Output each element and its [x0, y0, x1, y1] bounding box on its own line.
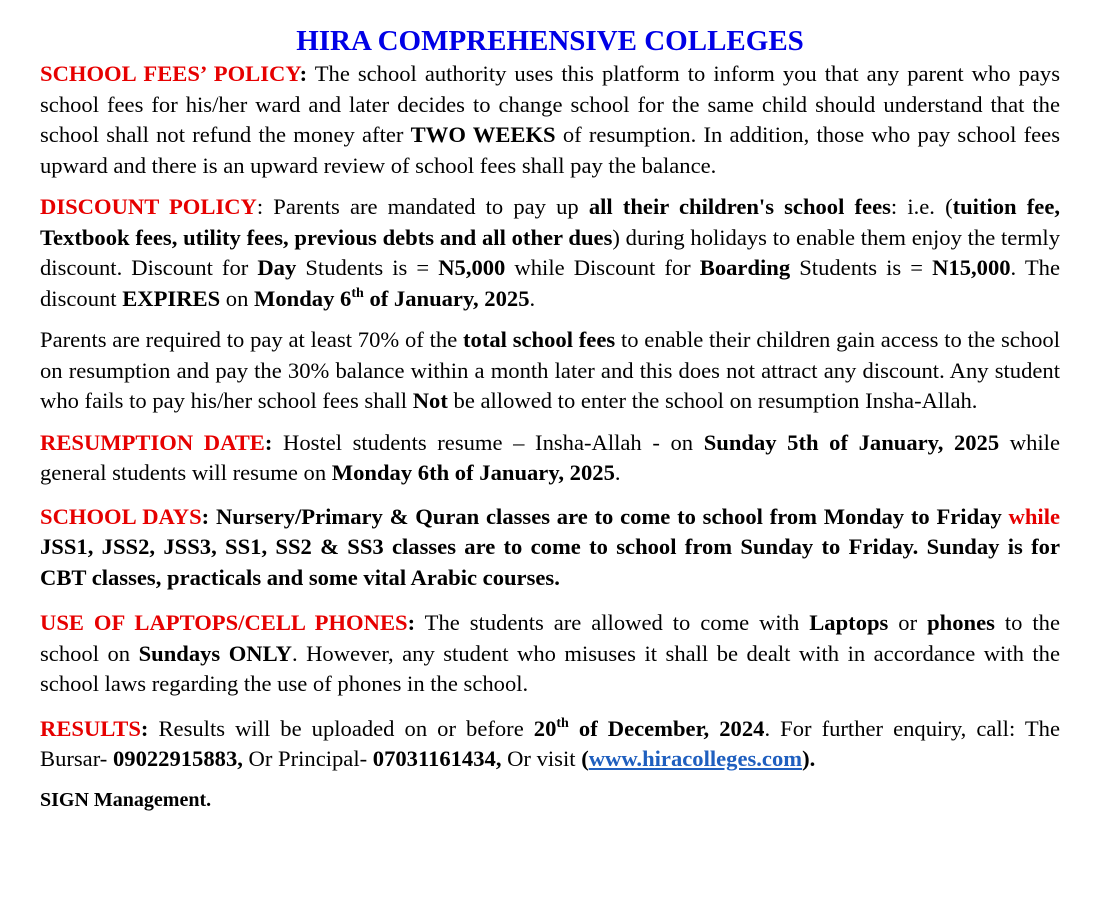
- emphasis: TWO WEEKS: [410, 122, 556, 147]
- general-resumption-date: Monday 6th of January, 2025: [331, 460, 615, 485]
- payment-requirement-section: Parents are required to pay at least 70% of the total school fees to enable their children gain access to the school on resumption and pay the 30% balance within a month later and this does not attract any discount. Any student who fails to pay his/her school fees shall Not be allowed to enter the school on resumption Insha-Allah.: [40, 327, 1060, 413]
- school-fees-policy-section: SCHOOL FEES’ POLICY: The school authority uses this platform to inform you that any parent who pays school fees for his/her ward and later decides to change school for the same child should understand that the school shall not refund the money after TWO WEEKS of resumption. In addition, those who pay school fees upward and there is an upward review of school fees shall pay the balance.: [40, 61, 1061, 178]
- principal-phone: 07031161434: [372, 746, 496, 771]
- section-heading: SCHOOL FEES’ POLICY: [40, 61, 300, 86]
- resumption-date-section: RESUMPTION DATE: Hostel students resume – Insha-Allah - on Sunday 5th of January, 2025 while general students will resume on Monday 6th of January, 2025.: [40, 429, 1060, 485]
- laptops-phones-section: USE OF LAPTOPS/CELL PHONES: The students are allowed to come with Laptops or phones to the school on Sundays ONLY. However, any student who misuses it shall be dealt with in accordance with the school laws regarding the use of phones in the school.: [40, 610, 1060, 696]
- section-heading: USE OF LAPTOPS/CELL PHONES: [40, 610, 408, 635]
- bursar-phone: 09022915883,: [112, 746, 243, 771]
- section-heading: RESUMPTION DATE: [40, 429, 265, 455]
- discount-policy-section: DISCOUNT POLICY: Parents are mandated to pay up all their children's school fees: i.e. (tuition fee, Textbook fees, utility fees, previous debts and all other dues) during holidays to enable them enjoy the termly discount. Discount for Day Students is = N5,000 while Discount for Boarding Students is = N15,000. The discount EXPIRES on Monday 6th of January, 2025.: [40, 194, 1061, 311]
- section-heading: SCHOOL DAYS: [40, 503, 202, 529]
- section-heading: DISCOUNT POLICY: [40, 194, 257, 219]
- section-heading: RESULTS: [40, 715, 141, 741]
- results-section: RESULTS: Results will be uploaded on or before 20th of December, 2024. For further enquiry, call: The Bursar- 09022915883, Or Principal- 07031161434, Or visit (www.hiracolleges.com).: [40, 715, 1061, 771]
- day-discount-amount: N5,000: [438, 255, 506, 280]
- school-days-section: SCHOOL DAYS: Nursery/Primary & Quran classes are to come to school from Monday to Friday while JSS1, JSS2, JSS3, SS1, SS2 & SS3 classes are to come to school from Sunday to Friday. Sunday is for CBT classes, practicals and some vital Arabic courses.: [40, 503, 1060, 590]
- website-link[interactable]: www.hiracolleges.com: [588, 746, 803, 771]
- boarding-discount-amount: N15,000: [932, 255, 1011, 280]
- document-title: HIRA COMPREHENSIVE COLLEGES: [296, 25, 804, 57]
- discount-expiry-date: Monday 6th of January, 2025: [254, 285, 530, 311]
- hostel-resumption-date: Sunday 5th of January, 2025: [703, 429, 1000, 455]
- signature: SIGN Management.: [40, 788, 212, 811]
- results-upload-date: 20th of December, 2024: [533, 715, 765, 741]
